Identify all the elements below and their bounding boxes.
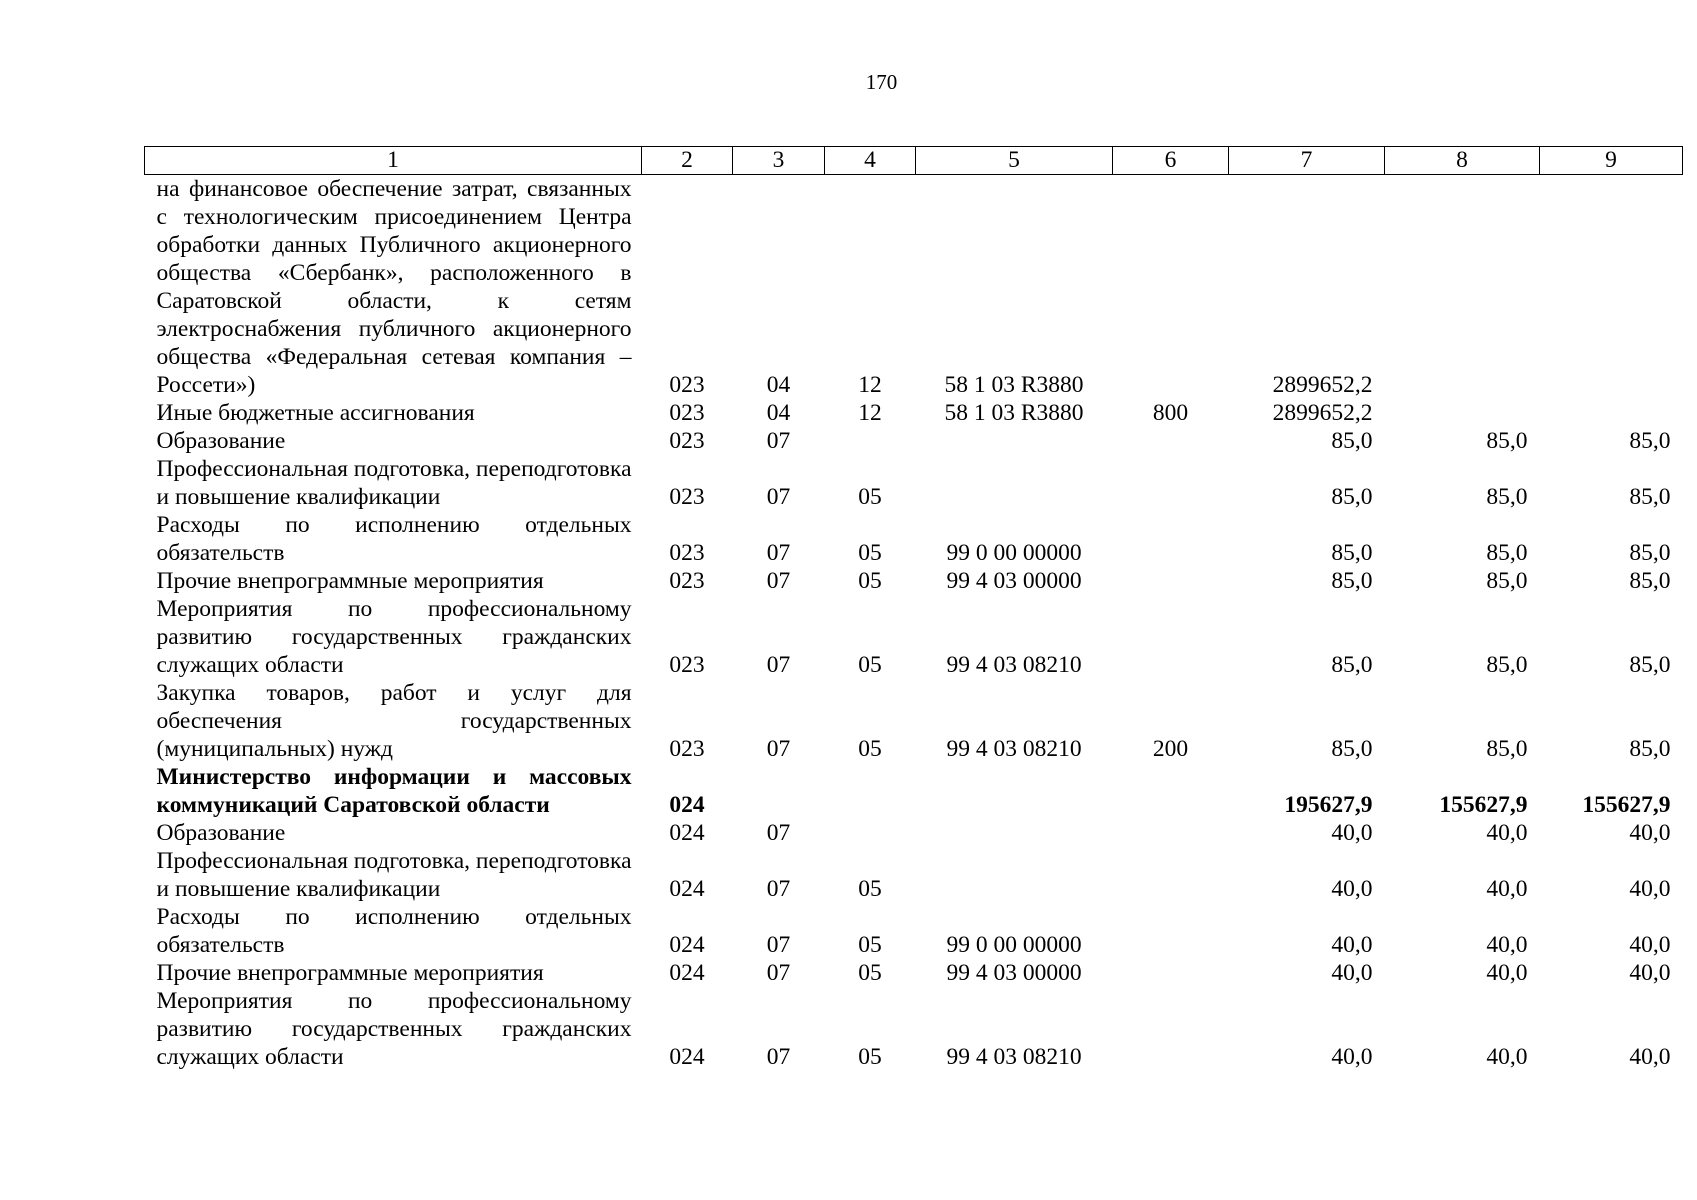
cell-amount-8: 85,0 [1486,484,1528,510]
cell-amount-7: 40,0 [1331,932,1373,958]
cell-amount-7: 2899652,2 [1272,400,1373,426]
table-row [145,399,1683,427]
cell-section: 07 [766,876,791,902]
page-number: 170 [865,70,898,94]
cell-subsection [825,427,916,455]
table-row [145,847,1683,903]
cell-ministry-code: 024 [669,932,705,958]
table-row [145,819,1683,847]
cell-expense-type [1113,175,1229,400]
cell-name: Прочие внепрограммные мероприятия [156,960,544,986]
header-col-7: 7 [1229,147,1385,175]
cell-expense-type: 800 [1152,400,1189,426]
cell-expense-type [1113,987,1229,1071]
cell-target-article: 99 0 00 00000 [946,540,1082,566]
cell-amount-9: 40,0 [1629,1044,1671,1070]
header-col-2: 2 [642,147,733,175]
cell-subsection: 05 [858,540,882,566]
cell-ministry-code: 024 [669,792,705,818]
cell-section [733,763,825,819]
cell-amount-9: 85,0 [1629,428,1671,454]
cell-subsection: 05 [858,484,882,510]
header-col-8: 8 [1385,147,1540,175]
cell-name: Мероприятия по профессиональному развитию государственных гражданских служащих области [156,988,632,1070]
cell-amount-9 [1540,399,1683,427]
cell-target-article [916,455,1113,511]
cell-ministry-code: 024 [669,1044,705,1070]
cell-name: Прочие внепрограммные мероприятия [156,568,544,594]
header-col-3: 3 [733,147,825,175]
cell-ministry-code: 024 [669,876,705,902]
cell-name: Иные бюджетные ассигнования [156,400,475,426]
cell-amount-9 [1540,175,1683,400]
cell-amount-8: 40,0 [1486,820,1528,846]
cell-target-article: 99 4 03 08210 [946,652,1082,678]
cell-amount-8: 85,0 [1486,428,1528,454]
cell-section: 04 [766,372,791,398]
cell-expense-type [1113,959,1229,987]
cell-amount-7: 40,0 [1331,876,1373,902]
cell-amount-9: 40,0 [1629,876,1671,902]
cell-amount-7: 40,0 [1331,820,1373,846]
cell-target-article: 58 1 03 R3880 [944,372,1084,398]
cell-target-article: 99 4 03 00000 [946,960,1082,986]
cell-amount-7: 40,0 [1331,1044,1373,1070]
cell-subsection: 05 [858,568,882,594]
cell-subsection: 05 [858,932,882,958]
header-col-5: 5 [916,147,1113,175]
cell-name: Расходы по исполнению отдельных обязательств [156,904,632,958]
table-row [145,427,1683,455]
cell-ministry-code: 023 [669,568,705,594]
cell-section: 07 [766,484,791,510]
cell-subsection [825,819,916,847]
cell-expense-type [1113,847,1229,903]
cell-expense-type [1113,567,1229,595]
cell-target-article [916,847,1113,903]
cell-subsection: 05 [858,960,882,986]
cell-expense-type [1113,763,1229,819]
table-body [145,175,1683,1072]
cell-amount-8: 155627,9 [1439,792,1528,818]
cell-ministry-code: 023 [669,484,705,510]
table-row [145,987,1683,1071]
cell-ministry-code: 023 [669,652,705,678]
cell-amount-7: 85,0 [1331,540,1373,566]
cell-expense-type [1113,903,1229,959]
table-row [145,455,1683,511]
cell-amount-8: 40,0 [1486,1044,1528,1070]
table-row [145,567,1683,595]
cell-subsection: 05 [858,876,882,902]
cell-section: 07 [766,820,791,846]
header-col-1: 1 [145,147,642,175]
cell-amount-8 [1385,175,1540,400]
header-row [145,147,1683,175]
cell-amount-7: 40,0 [1331,960,1373,986]
cell-name: на финансовое обеспечение затрат, связанных с технологическим присоединением Центра обработки данных Публичного акционерного общества «Сбербанк», расположенного в Саратовской области, к сетям электроснабжения публичного акционерного общества «Федеральная сетевая компания – Россети») [156,176,632,398]
cell-target-article: 99 4 03 00000 [946,568,1082,594]
cell-expense-type [1113,819,1229,847]
cell-amount-9: 155627,9 [1582,792,1671,818]
cell-amount-9: 85,0 [1629,540,1671,566]
cell-expense-type [1113,511,1229,567]
cell-expense-type: 200 [1152,736,1189,762]
header-col-6: 6 [1113,147,1229,175]
cell-section: 07 [766,540,791,566]
cell-section: 04 [766,400,791,426]
cell-target-article: 58 1 03 R3880 [944,400,1084,426]
cell-expense-type [1113,595,1229,679]
cell-ministry-code: 024 [669,960,705,986]
budget-table [144,146,1683,1071]
cell-amount-9: 40,0 [1629,932,1671,958]
cell-name: Образование [156,820,286,846]
cell-subsection: 12 [858,400,882,426]
cell-amount-7: 85,0 [1331,736,1373,762]
cell-target-article [916,819,1113,847]
cell-name: Профессиональная подготовка, переподготовка и повышение квалификации [156,456,632,510]
cell-amount-9: 85,0 [1629,736,1671,762]
header-col-4: 4 [825,147,916,175]
cell-section: 07 [766,568,791,594]
cell-subsection [825,763,916,819]
cell-expense-type [1113,427,1229,455]
cell-amount-8: 85,0 [1486,568,1528,594]
cell-amount-7: 195627,9 [1284,792,1373,818]
header-col-9: 9 [1540,147,1683,175]
cell-amount-9: 85,0 [1629,568,1671,594]
cell-amount-8: 40,0 [1486,932,1528,958]
table-row [145,175,1683,400]
cell-subsection: 05 [858,1044,882,1070]
table-row [145,959,1683,987]
cell-section: 07 [766,960,791,986]
table-row [145,595,1683,679]
cell-ministry-code: 024 [669,820,705,846]
cell-amount-9: 40,0 [1629,820,1671,846]
table-row [145,511,1683,567]
cell-amount-7: 85,0 [1331,484,1373,510]
cell-subsection: 12 [858,372,882,398]
cell-amount-8 [1385,399,1540,427]
cell-name: Мероприятия по профессиональному развитию государственных гражданских служащих области [156,596,632,678]
cell-section: 07 [766,736,791,762]
cell-subsection: 05 [858,652,882,678]
cell-amount-7: 85,0 [1331,568,1373,594]
cell-target-article [916,763,1113,819]
cell-ministry-code: 023 [669,372,705,398]
cell-section: 07 [766,428,791,454]
cell-ministry-code: 023 [669,428,705,454]
cell-name: Закупка товаров, работ и услуг для обеспечения государственных (муниципальных) нужд [156,680,632,762]
table-row [145,903,1683,959]
cell-name: Министерство информации и массовых коммуникаций Саратовской области [156,764,632,818]
cell-amount-8: 85,0 [1486,736,1528,762]
cell-amount-8: 40,0 [1486,960,1528,986]
cell-target-article: 99 4 03 08210 [946,736,1082,762]
cell-target-article [916,427,1113,455]
cell-name: Образование [156,428,286,454]
table-row [145,679,1683,763]
cell-section: 07 [766,932,791,958]
cell-amount-7: 85,0 [1331,428,1373,454]
cell-amount-9: 40,0 [1629,960,1671,986]
cell-amount-9: 85,0 [1629,484,1671,510]
cell-target-article: 99 0 00 00000 [946,932,1082,958]
cell-ministry-code: 023 [669,736,705,762]
cell-ministry-code: 023 [669,400,705,426]
cell-amount-9: 85,0 [1629,652,1671,678]
cell-amount-8: 40,0 [1486,876,1528,902]
cell-expense-type [1113,455,1229,511]
cell-name: Расходы по исполнению отдельных обязательств [156,512,632,566]
cell-section: 07 [766,1044,791,1070]
cell-section: 07 [766,652,791,678]
cell-target-article: 99 4 03 08210 [946,1044,1082,1070]
cell-subsection: 05 [858,736,882,762]
cell-amount-7: 85,0 [1331,652,1373,678]
cell-amount-8: 85,0 [1486,652,1528,678]
cell-name: Профессиональная подготовка, переподготовка и повышение квалификации [156,848,632,902]
table-header [145,147,1683,175]
cell-amount-8: 85,0 [1486,540,1528,566]
cell-amount-7: 2899652,2 [1272,372,1373,398]
cell-ministry-code: 023 [669,540,705,566]
table-row [145,763,1683,819]
